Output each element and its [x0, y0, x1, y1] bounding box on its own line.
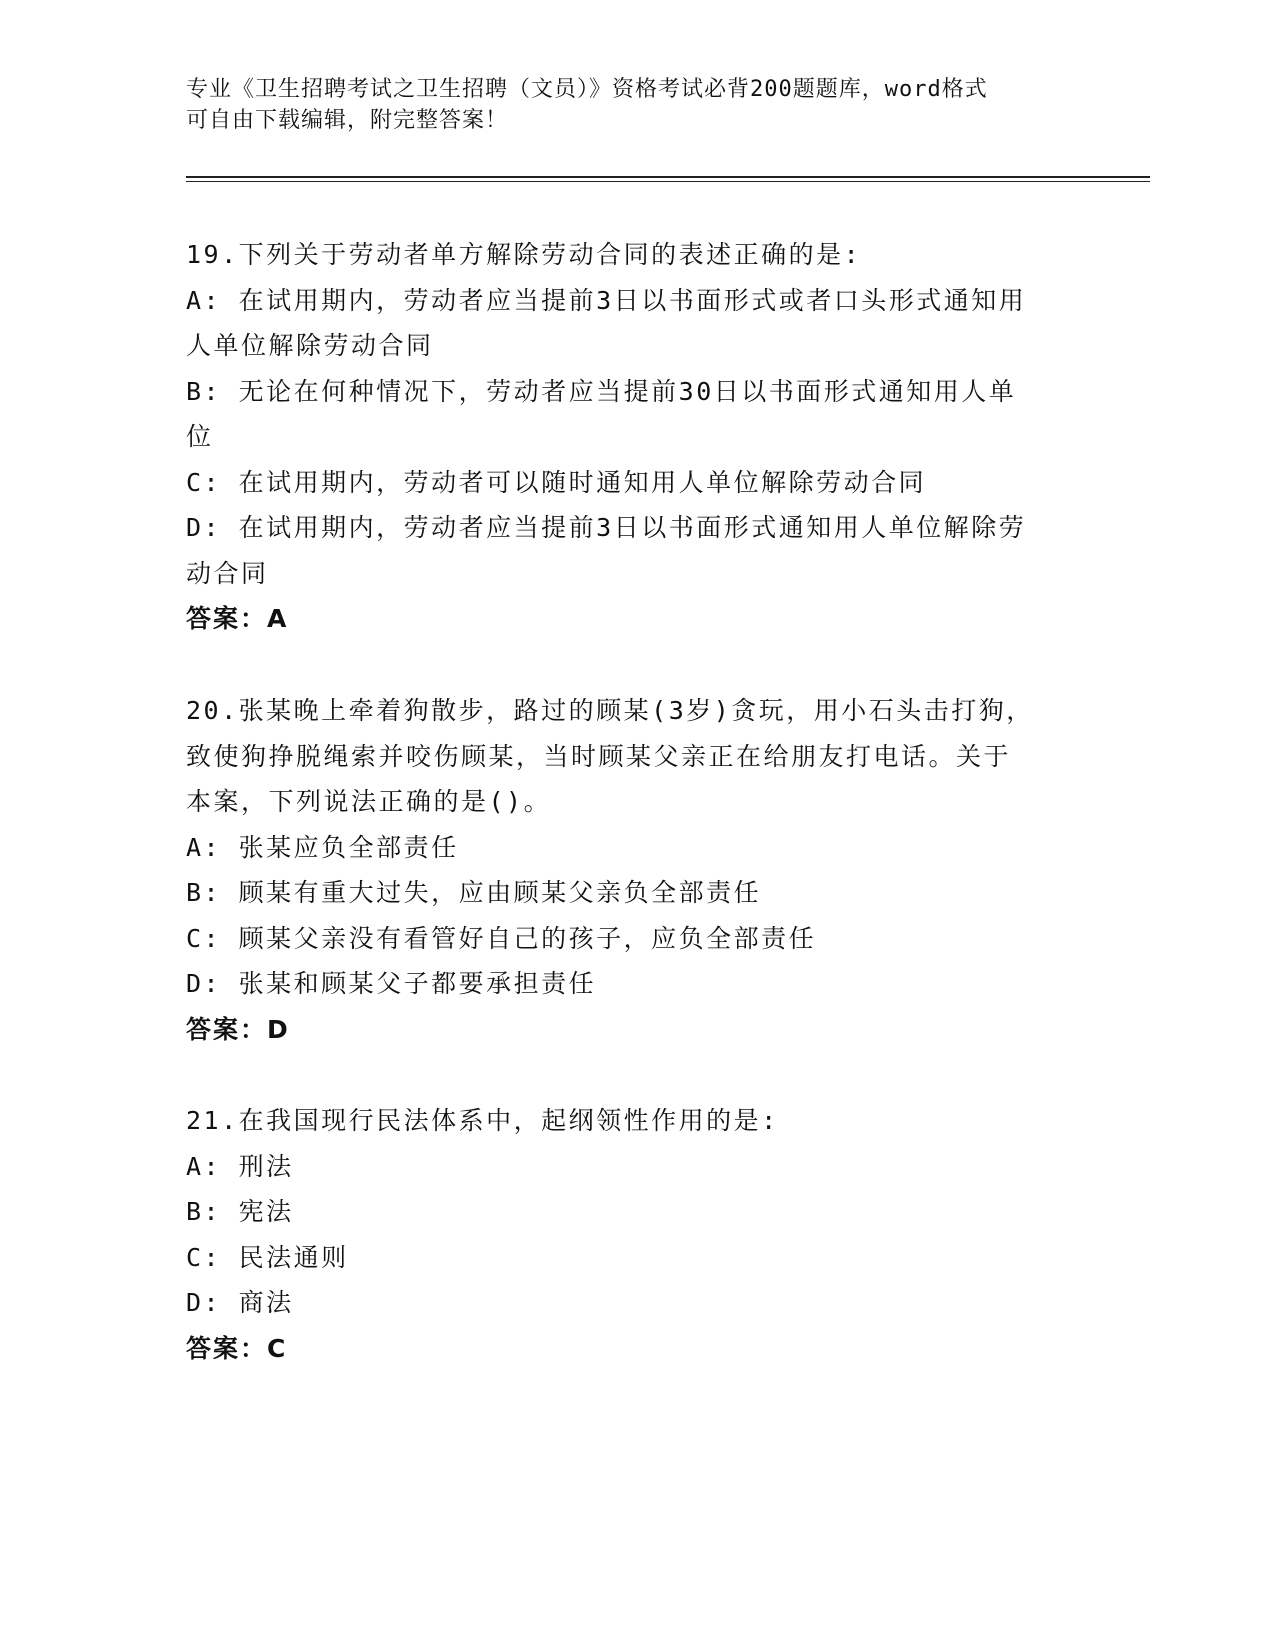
- question-19: [186, 232, 1086, 642]
- header-line: 可自由下载编辑，附完整答案！: [186, 108, 509, 133]
- header-divider: [186, 181, 1150, 182]
- answer-label: 答案：D: [186, 1014, 290, 1044]
- option-a: 人单位解除劳动合同: [186, 331, 434, 360]
- question-stem: 21.在我国现行民法体系中，起纲领性作用的是:: [186, 1106, 779, 1135]
- answer-label: 答案：A: [186, 604, 289, 633]
- option-d: D: 商法: [186, 1288, 294, 1317]
- header-divider: [186, 176, 1150, 178]
- option-b: 位: [186, 422, 214, 451]
- question-21: [186, 1098, 1086, 1371]
- question-20: [186, 688, 1086, 1052]
- option-b: B: 顾某有重大过失，应由顾某父亲负全部责任: [186, 878, 762, 907]
- option-c: C: 民法通则: [186, 1242, 349, 1272]
- answer-label: 答案：C: [186, 1333, 288, 1363]
- question-stem: 致使狗挣脱绳索并咬伤顾某，当时顾某父亲正在给朋友打电话。关于: [186, 741, 1012, 771]
- option-c: C: 在试用期内，劳动者可以随时通知用人单位解除劳动合同: [186, 467, 927, 497]
- option-d: D: 在试用期内，劳动者应当提前3日以书面形式通知用人单位解除劳: [186, 513, 1027, 542]
- option-a: A: 张某应负全部责任: [186, 832, 459, 862]
- question-stem: 19.下列关于劳动者单方解除劳动合同的表述正确的是:: [186, 240, 862, 269]
- option-d: D: 张某和顾某父子都要承担责任: [186, 969, 597, 998]
- option-d: 动合同: [186, 558, 269, 588]
- option-c: C: 顾某父亲没有看管好自己的孩子，应负全部责任: [186, 923, 817, 953]
- document-header: [186, 74, 1086, 136]
- option-b: B: 无论在何种情况下，劳动者应当提前30日以书面形式通知用人单: [186, 376, 1017, 406]
- question-stem: 20.张某晚上牵着狗散步，路过的顾某(3岁)贪玩，用小石头击打狗，: [186, 696, 1034, 725]
- option-b: B: 宪法: [186, 1197, 294, 1226]
- question-stem: 本案，下列说法正确的是()。: [186, 787, 552, 816]
- option-a: A: 刑法: [186, 1151, 294, 1181]
- header-line: 专业《卫生招聘考试之卫生招聘（文员）》资格考试必背200题题库，word格式: [186, 77, 988, 102]
- option-a: A: 在试用期内，劳动者应当提前3日以书面形式或者口头形式通知用: [186, 285, 1027, 315]
